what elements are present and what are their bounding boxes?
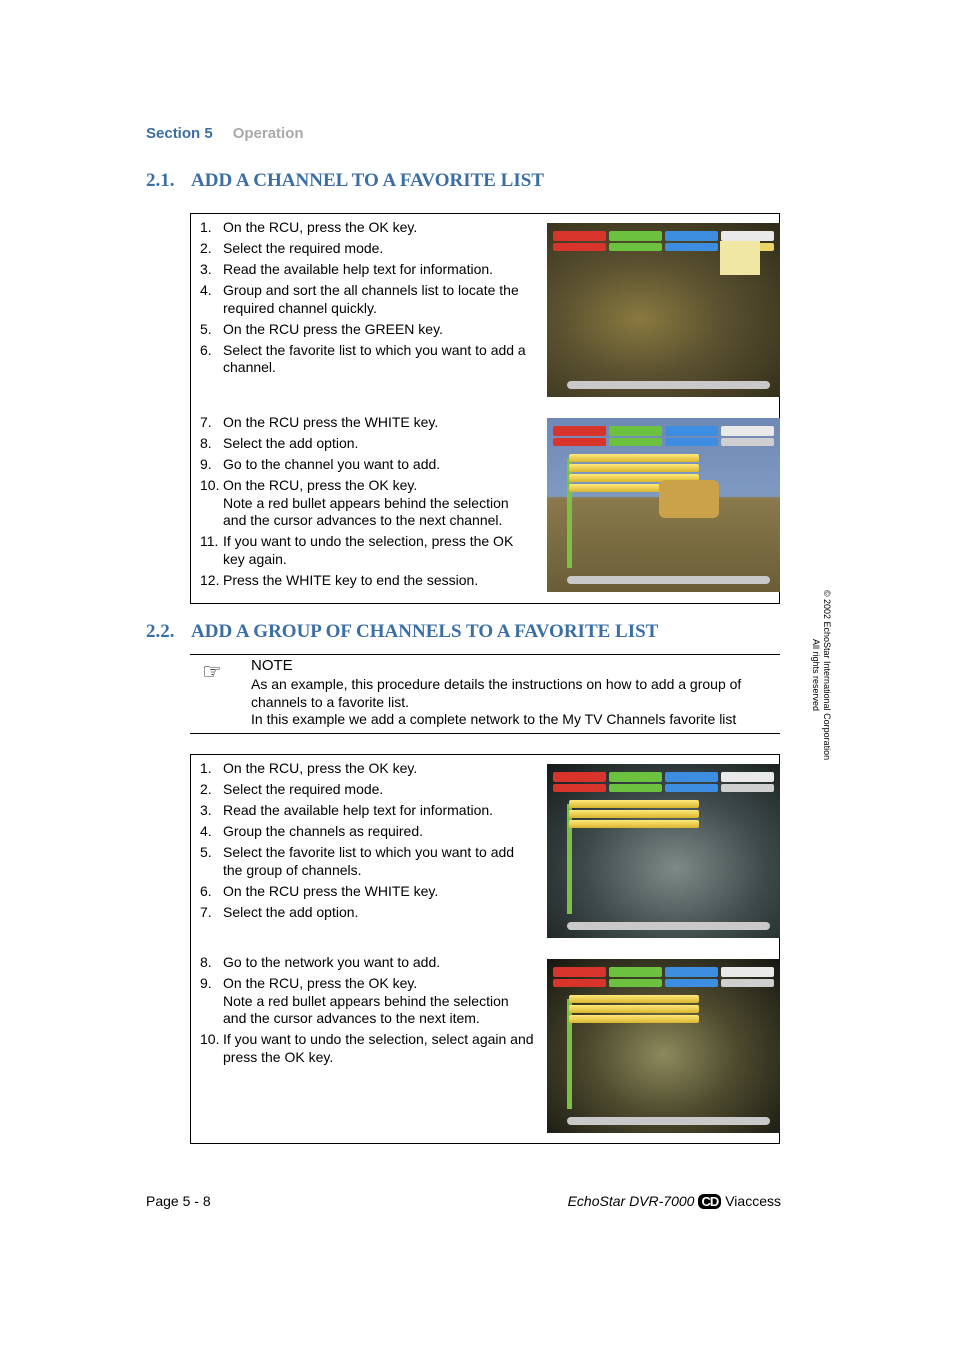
step-number: 11. <box>200 533 219 549</box>
step-line: Select the favorite list to which you want to add a channel. <box>223 341 526 375</box>
osd-help-bar <box>567 381 770 389</box>
step-line: On the RCU, press the OK key. <box>223 477 418 493</box>
note-box <box>190 654 780 734</box>
step-item <box>200 904 535 922</box>
step-item <box>200 240 535 258</box>
product-name: EchoStar DVR-7000 <box>567 1193 695 1209</box>
step-line: Select the add option. <box>223 435 359 451</box>
vehicle-shape <box>659 480 719 518</box>
step-line: Read the available help text for information. <box>223 802 494 818</box>
step-text <box>223 342 535 377</box>
step-line: Select the add option. <box>223 903 359 920</box>
step-note: Note a red bullet appears behind the selection and the cursor advances to the next item. <box>223 992 509 1026</box>
step-list <box>200 954 535 1070</box>
step-text <box>223 1031 535 1066</box>
step-text <box>223 904 535 922</box>
step-list <box>200 414 535 593</box>
osd-sub-bar <box>553 784 774 792</box>
step-line: On the RCU, press the OK key. <box>223 760 418 776</box>
step-text <box>223 219 535 237</box>
step-item <box>200 477 535 530</box>
step-item <box>200 219 535 237</box>
heading-2-1 <box>146 170 544 192</box>
step-number: 3. <box>200 802 212 818</box>
osd-top-bar <box>553 772 774 782</box>
step-number: 3. <box>200 261 212 277</box>
step-line: Group and sort the all channels list to locate the required channel quickly. <box>223 282 519 316</box>
step-item <box>200 954 535 972</box>
step-item <box>200 883 535 901</box>
copyright-line: © 2002 EchoStar International Corporation <box>822 589 832 761</box>
osd-top-bar <box>553 231 774 241</box>
heading-2-2 <box>146 621 658 643</box>
step-number: 9. <box>200 456 212 472</box>
step-text <box>223 477 535 530</box>
step-item <box>200 760 535 778</box>
step-number: 8. <box>200 954 212 970</box>
step-number: 9. <box>200 975 212 991</box>
step-text <box>223 456 535 474</box>
step-item <box>200 802 535 820</box>
cd-logo-icon: CD <box>698 1194 721 1209</box>
step-text <box>223 321 535 339</box>
step-number: 1. <box>200 760 212 776</box>
step-list <box>200 219 535 380</box>
step-line: Group the channels as required. <box>223 823 424 839</box>
step-text <box>223 883 535 901</box>
screenshot-image <box>547 959 780 1133</box>
step-item <box>200 282 535 317</box>
heading-text: ADD A CHANNEL TO A FAVORITE LIST <box>191 170 544 191</box>
step-list <box>200 760 535 925</box>
step-number: 6. <box>200 882 212 899</box>
note-line: In this example we add a complete network to the My TV Channels favorite list <box>251 711 737 727</box>
copyright-line: All rights reserved <box>811 638 821 712</box>
screenshot-image <box>547 418 780 592</box>
note-title: NOTE <box>251 657 293 674</box>
step-item <box>200 823 535 841</box>
step-text <box>223 435 535 453</box>
section-label: Section 5 <box>146 125 213 142</box>
note-text <box>251 676 771 729</box>
osd-help-bar <box>567 922 770 930</box>
copyright-sidebar <box>810 585 840 765</box>
step-line: On the RCU press the WHITE key. <box>223 882 439 899</box>
step-number: 7. <box>200 414 212 430</box>
step-number: 7. <box>200 903 212 920</box>
step-item <box>200 1031 535 1066</box>
step-item <box>200 261 535 279</box>
osd-top-bar <box>553 426 774 436</box>
step-item <box>200 342 535 377</box>
step-text <box>223 844 535 879</box>
step-line: Go to the channel you want to add. <box>223 456 441 472</box>
osd-help-bar <box>567 1117 770 1125</box>
steps-box-2 <box>190 754 780 1144</box>
heading-number: 2.2. <box>146 621 175 642</box>
step-item <box>200 572 535 590</box>
step-line: If you want to undo the selection, select again and press the OK key. <box>223 1031 534 1065</box>
step-line: On the RCU, press the OK key. <box>223 975 418 991</box>
step-item <box>200 533 535 568</box>
step-number: 6. <box>200 341 212 358</box>
step-number: 1. <box>200 219 212 235</box>
step-number: 4. <box>200 823 212 839</box>
step-text <box>223 802 535 820</box>
step-number: 2. <box>200 240 212 256</box>
step-line: If you want to undo the selection, press the OK key again. <box>223 533 514 567</box>
screenshot-image <box>547 764 780 938</box>
heading-number: 2.1. <box>146 170 175 191</box>
osd-sub-bar <box>553 979 774 987</box>
step-text <box>223 261 535 279</box>
step-line: Go to the network you want to add. <box>223 954 441 970</box>
step-item <box>200 321 535 339</box>
step-number: 5. <box>200 844 212 860</box>
step-number: 10. <box>200 1031 220 1047</box>
step-item <box>200 456 535 474</box>
product-footer <box>568 1193 781 1209</box>
osd-sub-bar <box>553 438 774 446</box>
step-number: 10. <box>200 477 220 493</box>
step-text <box>223 975 535 1028</box>
step-item <box>200 435 535 453</box>
step-line: On the RCU press the GREEN key. <box>223 320 443 337</box>
step-text <box>223 533 535 568</box>
step-line: Select the required mode. <box>223 781 384 797</box>
step-line: On the RCU press the WHITE key. <box>223 414 439 430</box>
osd-network-list <box>569 995 699 1025</box>
step-text <box>223 760 535 778</box>
step-text <box>223 414 535 432</box>
step-item <box>200 975 535 1028</box>
step-text <box>223 954 535 972</box>
osd-help-bar <box>567 576 770 584</box>
step-item <box>200 781 535 799</box>
step-line: Select the required mode. <box>223 240 384 256</box>
step-text <box>223 240 535 258</box>
heading-text: ADD A GROUP OF CHANNELS TO A FAVORITE LIST <box>191 621 659 642</box>
step-text <box>223 572 535 590</box>
osd-popup-menu <box>720 241 760 275</box>
step-line: Select the favorite list to which you want to add the group of channels. <box>223 844 515 878</box>
pointing-hand-icon: ☞ <box>202 659 222 684</box>
step-text <box>223 781 535 799</box>
note-line: As an example, this procedure details the instructions on how to add a group of channels to a favorite list. <box>251 676 742 710</box>
step-note: Note a red bullet appears behind the selection and the cursor advances to the next channel. <box>223 494 509 528</box>
osd-top-bar <box>553 967 774 977</box>
step-number: 8. <box>200 435 212 451</box>
step-text <box>223 823 535 841</box>
page-number: Page 5 - 8 <box>146 1193 211 1209</box>
step-text <box>223 282 535 317</box>
osd-network-list <box>569 800 699 830</box>
step-line: On the RCU, press the OK key. <box>223 219 418 235</box>
step-number: 5. <box>200 320 212 337</box>
step-number: 12. <box>200 571 220 588</box>
step-item <box>200 414 535 432</box>
step-item <box>200 844 535 879</box>
screenshot-image <box>547 223 780 397</box>
product-suffix: Viaccess <box>725 1193 781 1209</box>
running-header <box>146 125 304 142</box>
section-title: Operation <box>232 125 304 142</box>
step-line: Press the WHITE key to end the session. <box>223 571 479 588</box>
step-number: 2. <box>200 781 212 797</box>
step-line: Read the available help text for information. <box>223 261 494 277</box>
steps-box-1 <box>190 213 780 604</box>
step-number: 4. <box>200 282 212 298</box>
